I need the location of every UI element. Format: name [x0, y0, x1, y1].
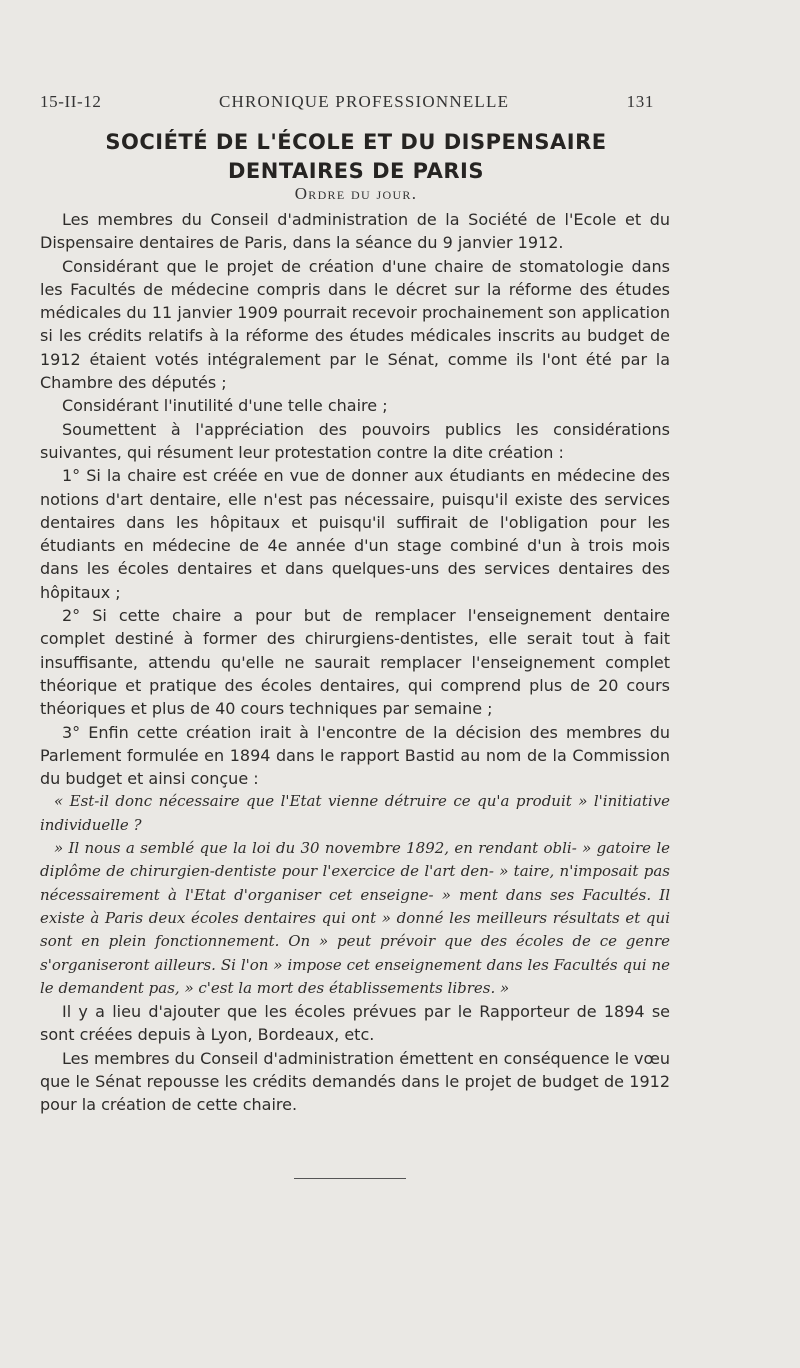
paragraph: Soumettent à l'appréciation des pouvoirs publics les considérations suivantes, qui résument leur protestation contre la dite création : — [40, 419, 670, 462]
title-line-1: SOCIÉTÉ DE L'ÉCOLE ET DU DISPENSAIRE — [105, 130, 607, 154]
paragraph: 1° Si la chaire est créée en vue de donner aux étudiants en médecine des notions d'art dentaire, elle n'est pas nécessaire, puisqu'il existe des services dentaires dans les hôpitaux et puisqu'il suffirait de l'obligation pour les étudiants en médecine de 4e année d'un stage combiné d'un à trois mois dans les écoles dentaires et dans quelques-uns des services dentaires des hôpitaux ; — [40, 466, 670, 602]
article-body — [40, 208, 670, 1117]
paragraph: 2° Si cette chaire a pour but de remplacer l'enseignement dentaire complet destiné à former des chirurgiens-dentistes, elle serait tout à fait insuffisante, attendu qu'elle ne saurait remplacer l'enseignement complet théorique et pratique des écoles dentaires, qui comprend plus de 20 cours théoriques et plus de 40 cours techniques par semaine ; — [40, 606, 670, 719]
quote-paragraph: » Il nous a semblé que la loi du 30 novembre 1892, en rendant obli- » gatoire le diplôme de chirurgien-dentiste pour l'exercice de l'art den- » taire, n'imposait pas nécessairement à l'Etat d'organiser cet enseigne- » ment dans ses Facultés. Il existe à Paris deux écoles dentaires qui ont » donné les meilleurs résultats et qui sont en plein fonctionnement. On » peut prévoir que des écoles de ce genre s'organiseront ailleurs. Si l'on » impose cet enseignement dans les Facultés qui ne le demandent pas, » c'est la mort des établissements libres. » — [40, 839, 670, 997]
quote-paragraph: « Est-il donc nécessaire que l'Etat vienne détruire ce qu'a produit » l'initiative individuelle ? — [40, 792, 670, 834]
paragraph: Considérant que le projet de création d'une chaire de stomatologie dans les Facultés de médecine compris dans le décret sur la réforme des études médicales du 11 janvier 1909 pourrait recevoir prochainement son application si les crédits relatifs à la réforme des études médicales inscrits au budget de 1912 étaient votés intégralement par le Sénat, comme ils l'ont été par la Chambre des députés ; — [40, 256, 670, 393]
end-rule — [294, 1178, 406, 1179]
article-title — [40, 128, 672, 186]
paragraph: Il y a lieu d'ajouter que les écoles prévues par le Rapporteur de 1894 se sont créées depuis à Lyon, Bordeaux, etc. — [40, 1002, 670, 1045]
title-line-2: DENTAIRES DE PARIS — [228, 159, 484, 183]
header-section-title: CHRONIQUE PROFESSIONNELLE — [218, 92, 510, 111]
page-number: 131 — [626, 92, 654, 111]
running-header — [40, 92, 654, 112]
paragraph: Considérant l'inutilité d'une telle chaire ; — [62, 396, 388, 416]
paragraph: 3° Enfin cette création irait à l'encontre de la décision des membres du Parlement formulée en 1894 dans le rapport Bastid au nom de la Commission du budget et ainsi conçue : — [40, 722, 670, 789]
article-subtitle: Ordre du jour. — [294, 184, 418, 203]
paragraph: Les membres du Conseil d'administration émettent en conséquence le vœu que le Sénat repousse les crédits demandés dans le projet de budget de 1912 pour la création de cette chaire. — [40, 1048, 670, 1115]
header-date: 15-II-12 — [40, 92, 102, 111]
paragraph: Les membres du Conseil d'administration de la Société de l'Ecole et du Dispensaire dentaires de Paris, dans la séance du 9 janvier 1912. — [40, 210, 670, 253]
quoted-report — [40, 790, 670, 1000]
